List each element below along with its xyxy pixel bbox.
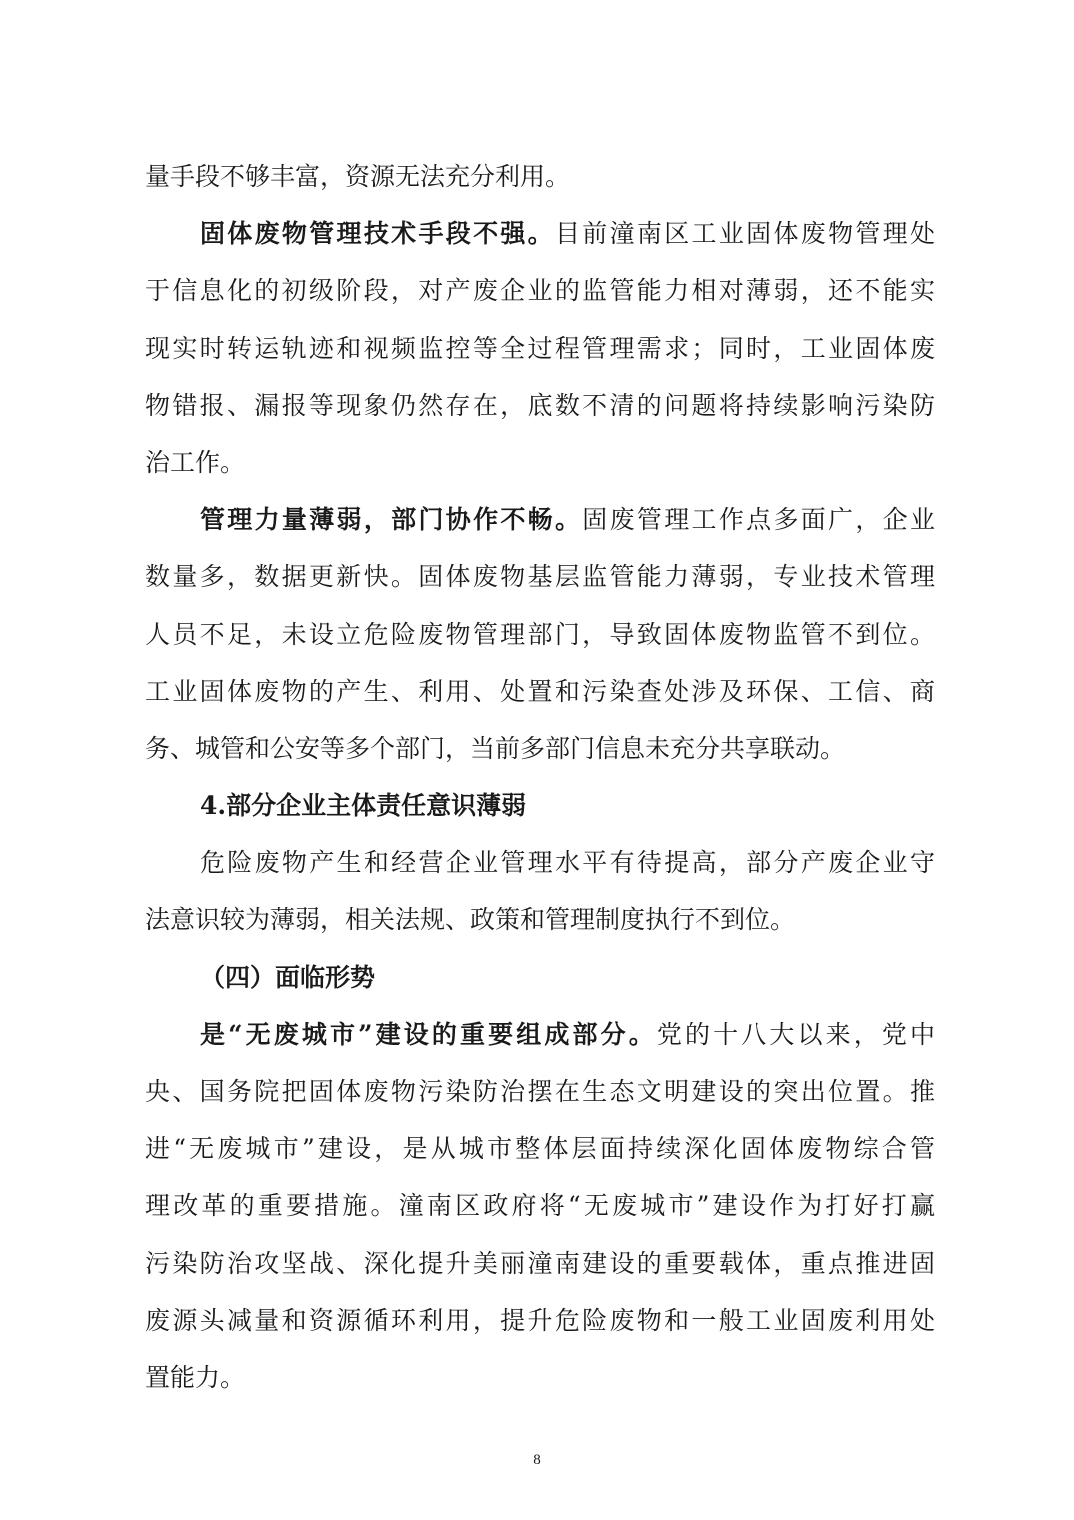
text-run: 理改革的重要措施。潼南区政府将“无废城市”建设作为打好打赢: [145, 1191, 935, 1221]
text-line: [145, 891, 935, 948]
section-heading: [145, 949, 935, 1006]
text-run: 人员不足，未设立危险废物管理部门，导致固体废物监管不到位。: [145, 619, 935, 649]
text-line: [145, 1292, 935, 1349]
text-run: 工业固体废物的产生、利用、处置和污染查处涉及环保、工信、商: [145, 676, 935, 706]
text-line: [145, 834, 935, 891]
text-line: [145, 548, 935, 605]
text-line: [145, 1349, 935, 1406]
text-line: [145, 434, 935, 491]
heading-text: 4.部分企业主体责任意识薄弱: [200, 791, 527, 821]
heading-text: （四）面临形势: [200, 962, 376, 992]
text-run: 务、城管和公安等多个部门，当前多部门信息未充分共享联动。: [145, 733, 846, 763]
text-run: 量手段不够丰富，资源无法充分利用。: [145, 162, 571, 191]
text-run: 物错报、漏报等现象仍然存在，底数不清的问题将持续影响污染防: [145, 390, 935, 420]
text-line: [145, 320, 935, 377]
text-line: [145, 491, 935, 548]
page-number: 8: [533, 1452, 541, 1468]
text-line: [145, 377, 935, 434]
text-run: 现实时转运轨迹和视频监控等全过程管理需求；同时，工业固体废: [145, 333, 935, 363]
text-run: 污染防治攻坚战、深化提升美丽潼南建设的重要载体，重点推进固: [145, 1248, 935, 1278]
text-line: [145, 663, 935, 720]
text-line: [145, 1120, 935, 1177]
text-line: [145, 262, 935, 319]
text-run: 危险废物产生和经营企业管理水平有待提高，部分产废企业守: [200, 848, 935, 878]
text-run: 数量多，数据更新快。固体废物基层监管能力薄弱，专业技术管理: [145, 562, 935, 592]
body-text: [145, 148, 935, 1406]
text-line: [145, 1235, 935, 1292]
text-run: 进“无废城市”建设，是从城市整体层面持续深化固体废物综合管: [145, 1134, 935, 1164]
text-run: 于信息化的初级阶段，对产废企业的监管能力相对薄弱，还不能实: [145, 276, 935, 306]
text-run: 目前潼南区工业固体废物管理处: [555, 219, 935, 249]
paragraph-lead-heading: 固体废物管理技术手段不强。: [200, 219, 555, 249]
text-run: 置能力。: [145, 1362, 246, 1392]
text-line: [145, 720, 935, 777]
text-line: [145, 606, 935, 663]
text-run: 法意识较为薄弱，相关法规、政策和管理制度执行不到位。: [145, 905, 796, 935]
text-line: [145, 205, 935, 262]
text-line: [145, 1006, 935, 1063]
text-run: 固废管理工作点多面广，企业: [582, 505, 935, 535]
paragraph-lead-heading: 是“无废城市”建设的重要组成部分。: [200, 1019, 657, 1049]
text-run: 央、国务院把固体废物污染防治摆在生态文明建设的突出位置。推: [145, 1077, 935, 1106]
text-run: 党的十八大以来，党中: [656, 1019, 935, 1049]
paragraph-lead-heading: 管理力量薄弱，部门协作不畅。: [200, 505, 583, 535]
text-line: [145, 1177, 935, 1234]
section-heading: [145, 777, 935, 834]
text-line: [145, 148, 935, 205]
text-run: 废源头减量和资源循环利用，提升危险废物和一般工业固废利用处: [145, 1305, 935, 1335]
text-run: 治工作。: [145, 447, 246, 477]
text-line: [145, 1063, 935, 1120]
